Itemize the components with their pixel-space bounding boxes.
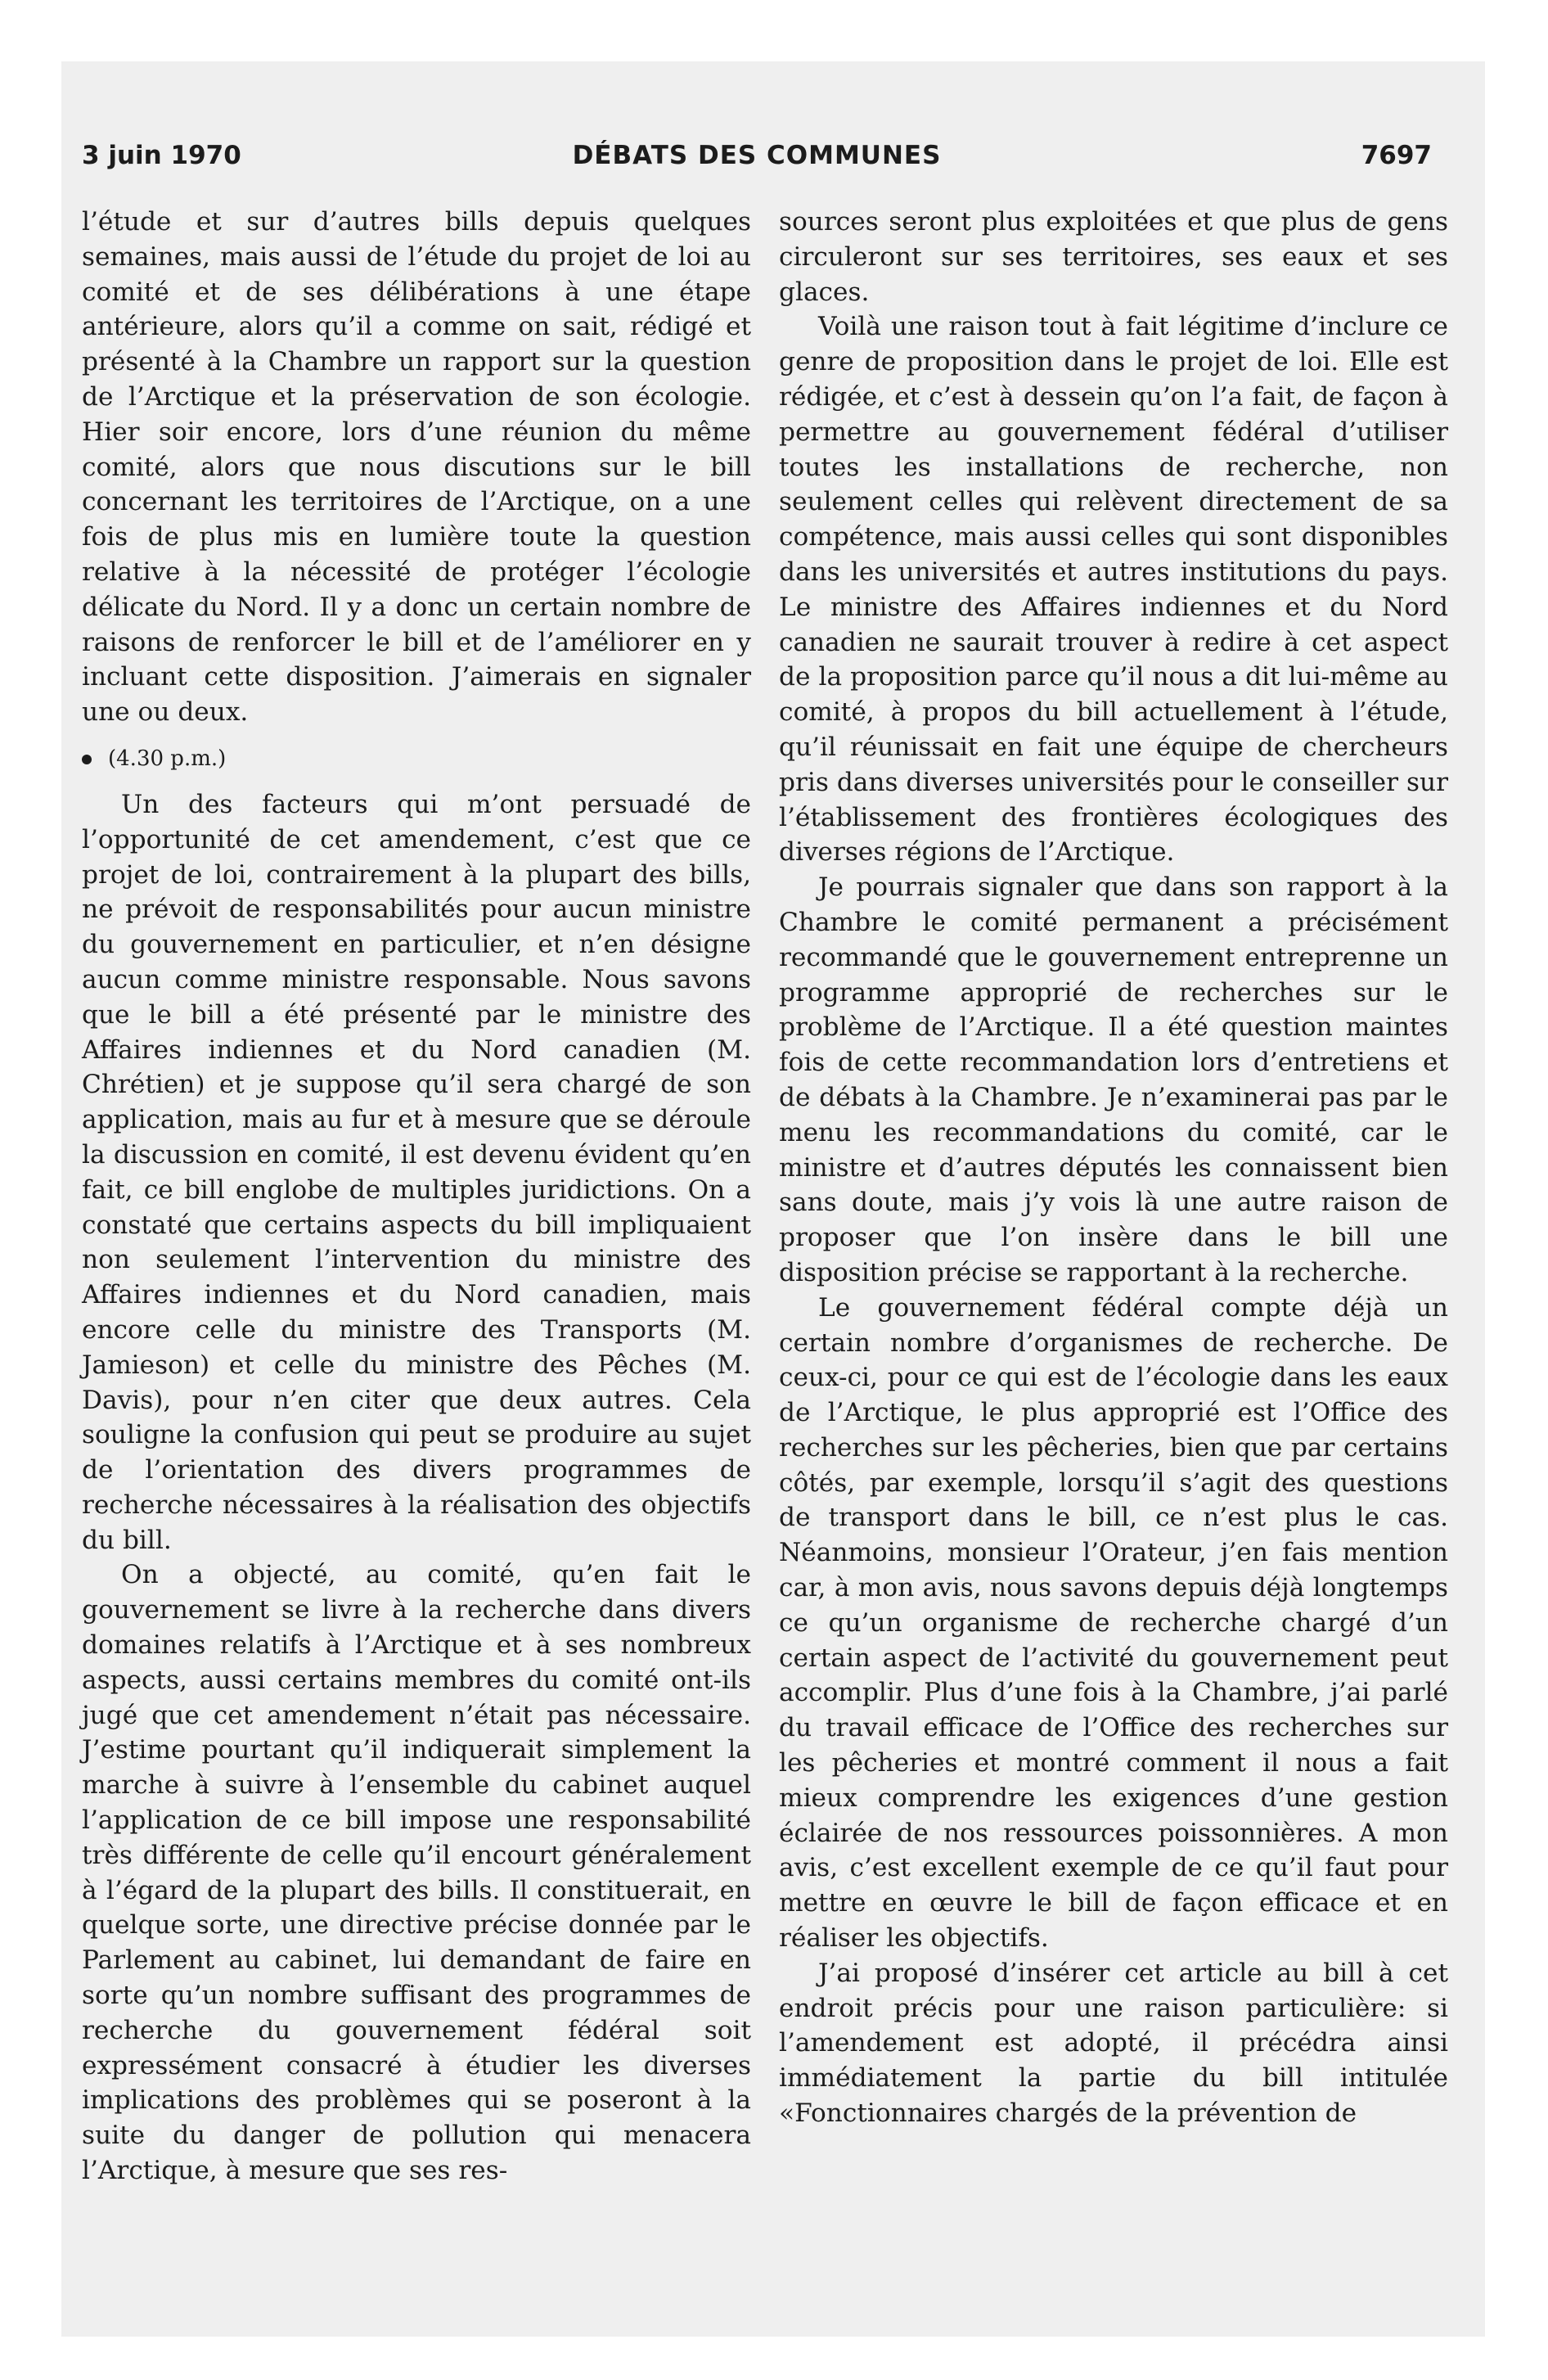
document-page [82, 131, 1448, 2186]
paragraph: Voilà une raison tout à fait légitime d’inclure ce genre de proposition dans le projet de loi. Elle est rédigée, et c’est à dessein qu’on l’a fait, de façon à permettre au gouvernement fédéral d’utiliser toutes les installations de recherche, non seulement celles qui relèvent directement de sa compétence, mais aussi celles qui sont disponibles dans les universités et autres institutions du pays. Le ministre des Affaires indiennes et du Nord canadien ne saurait trouver à redire à cet aspect de la proposition parce qu’il nous a dit lui-même au comité, à propos du bill actuellement à l’étude, qu’il réunissait en fait une équipe de chercheurs pris dans diverses universités pour le conseiller sur l’établissement des frontières écologiques des diverses régions de l’Arctique. [779, 312, 1448, 868]
header-page-number: 7697 [1361, 141, 1432, 170]
bullet-icon [82, 755, 92, 764]
right-column [779, 205, 1448, 2131]
left-column [82, 205, 751, 2188]
header-date: 3 juin 1970 [82, 141, 241, 170]
header-title: DÉBATS DES COMMUNES [572, 141, 942, 170]
time-marker [82, 741, 751, 776]
paragraph: Le gouvernement fédéral compte déjà un certain nombre d’organismes de recherche. De ceux-ci, pour ce qui est de l’écologie dans les eaux de l’Arctique, le plus approprié est l’Office des recherches sur les pêcheries, bien que par certains côtés, par exemple, lorsqu’il s’agit des questions de transport dans le bill, ce n’est plus le cas. Néanmoins, monsieur l’Orateur, j’en fais mention car, à mon avis, nous savons depuis déjà longtemps ce qu’un organisme de recherche chargé d’un certain aspect de l’activité du gouvernement peut accomplir. Plus d’une fois à la Chambre, j’ai parlé du travail efficace de l’Office des recherches sur les pêcheries et montré comment il nous a fait mieux comprendre les exigences d’une gestion éclairée de nos ressources poissonnières. A mon avis, c’est excellent exemple de ce qu’il faut pour mettre en œuvre le bill de façon efficace et en réaliser les objectifs. [779, 1292, 1448, 1954]
paragraph: Un des facteurs qui m’ont persuadé de l’opportunité de cet amendement, c’est que ce projet de loi, contrairement à la plupart des bills, ne prévoit de responsabilités pour aucun ministre du gouvernement en particulier, et n’en désigne aucun comme ministre responsable. Nous savons que le bill a été présenté par le ministre des Affaires indiennes et du Nord canadien (M. Chrétien) et je suppose qu’il sera chargé de son application, mais au fur et à mesure que se déroule la discussion en comité, il est devenu évident qu’en fait, ce bill englobe de multiples juridictions. On a constaté que certains aspects du bill impliquaient non seulement l’intervention du ministre des Affaires indiennes et du Nord canadien, mais encore celle du ministre des Transports (M. Jamieson) et celle du ministre des Pêches (M. Davis), pour n’en citer que deux autres. Cela souligne la confusion qui peut se produire au sujet de l’orientation des divers programmes de recherche nécessaires à la réalisation des objectifs du bill. [82, 789, 751, 1555]
paragraph: On a objecté, au comité, qu’en fait le gouvernement se livre à la recherche dans divers domaines relatifs à l’Arctique et à ses nombreux aspects, aussi certains membres du comité ont-ils jugé que cet amendement n’était pas nécessaire. J’estime pourtant qu’il indiquerait simplement la marche à suivre à l’ensemble du cabinet auquel l’application de ce bill impose une responsabilité très différente de celle qu’il encourt généralement à l’égard de la plupart des bills. Il constituerait, en quelque sorte, une directive précise donnée par le Parlement au cabinet, lui demandant de faire en sorte qu’un nombre suffisant des programmes de recherche du gouvernement fédéral soit expressément consacré à étudier les diverses implications des problèmes qui se poseront à la suite du danger de pollution qui menacera l’Arctique, à mesure que ses res- [82, 1560, 751, 2186]
time-marker-text: (4.30 p.m.) [108, 746, 227, 771]
paragraph: Je pourrais signaler que dans son rapport à la Chambre le comité permanent a précisément recommandé que le gouvernement entreprenne un programme approprié de recherches sur le problème de l’Arctique. Il a été question maintes fois de cette recommandation lors d’entretiens et de débats à la Chambre. Je n’examinerai pas par le menu les recommandations du comité, car le ministre et d’autres députés les connaissent bien sans doute, mais j’y vois là une autre raison de proposer que l’on insère dans le bill une disposition précise se rapportant à la recherche. [779, 872, 1448, 1287]
paragraph: sources seront plus exploitées et que plus de gens circuleront sur ses territoires, ses eaux et ses glaces. [779, 207, 1448, 307]
paragraph: l’étude et sur d’autres bills depuis quelques semaines, mais aussi de l’étude du projet de loi au comité et de ses délibérations à une étape antérieure, alors qu’il a comme on sait, rédigé et présenté à la Chambre un rapport sur la question de l’Arctique et la préservation de son écologie. Hier soir encore, lors d’une réunion du même comité, alors que nous discutions sur le bill concernant les territoires de l’Arctique, on a une fois de plus mis en lumière toute la question relative à la nécessité de protéger l’écologie délicate du Nord. Il y a donc un certain nombre de raisons de renforcer le bill et de l’améliorer en y incluant cette disposition. J’aimerais en signaler une ou deux. [82, 207, 751, 728]
paragraph: J’ai proposé d’insérer cet article au bill à cet endroit précis pour une raison particulière: si l’amendement est adopté, il précédra ainsi immédiatement la partie du bill intitulée «Fonctionnaires chargés de la prévention de [779, 1958, 1448, 2129]
running-header [82, 131, 1432, 180]
